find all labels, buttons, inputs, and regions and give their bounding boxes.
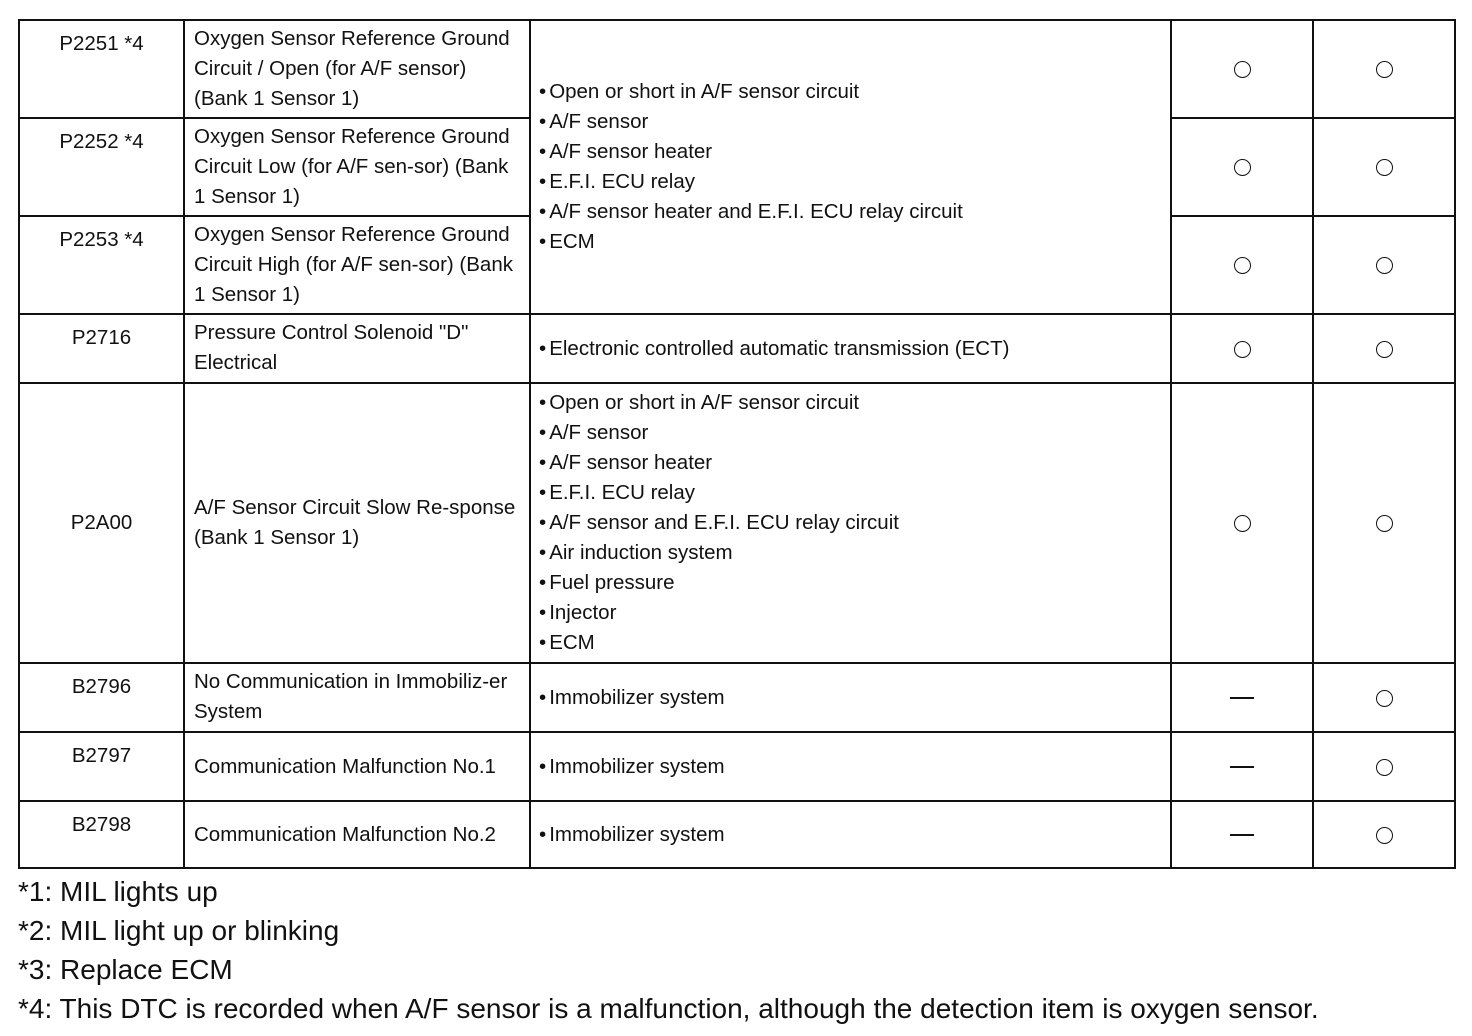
list-item: • Open or short in A/F sensor circuit xyxy=(539,77,1164,107)
trouble-area xyxy=(530,383,1171,663)
detection-item: No Communication in Immobiliz-er System xyxy=(184,663,530,732)
list-item: • E.F.I. ECU relay xyxy=(539,167,1164,197)
list-item: • ECM xyxy=(539,227,1164,257)
dtc-code: B2798 xyxy=(19,801,184,868)
memory-mark xyxy=(1313,314,1455,383)
footnote: *3: Replace ECM xyxy=(18,954,233,985)
table-row xyxy=(19,732,1455,801)
mil-mark xyxy=(1171,383,1313,663)
detection-item: Oxygen Sensor Reference Ground Circuit High (for A/F sen-sor) (Bank 1 Sensor 1) xyxy=(184,216,530,314)
mil-mark xyxy=(1171,732,1313,801)
detection-item: Communication Malfunction No.1 xyxy=(184,732,530,801)
circle-mark-icon xyxy=(1376,690,1393,707)
circle-mark-icon xyxy=(1234,257,1251,274)
table-row xyxy=(19,801,1455,868)
circle-mark-icon xyxy=(1376,827,1393,844)
mil-mark xyxy=(1171,314,1313,383)
list-item: • Immobilizer system xyxy=(539,820,1164,850)
trouble-area xyxy=(530,663,1171,732)
memory-mark xyxy=(1313,216,1455,314)
dash-mark-icon xyxy=(1230,834,1254,836)
dtc-code: P2251 *4 xyxy=(19,20,184,118)
mil-mark xyxy=(1171,20,1313,118)
table-row xyxy=(19,383,1455,663)
circle-mark-icon xyxy=(1234,61,1251,78)
dtc-code: P2252 *4 xyxy=(19,118,184,216)
detection-item: Oxygen Sensor Reference Ground Circuit Low (for A/F sen-sor) (Bank 1 Sensor 1) xyxy=(184,118,530,216)
list-item: • Immobilizer system xyxy=(539,752,1164,782)
circle-mark-icon xyxy=(1376,759,1393,776)
memory-mark xyxy=(1313,383,1455,663)
mil-mark xyxy=(1171,216,1313,314)
list-item: • ECM xyxy=(539,628,1164,658)
circle-mark-icon xyxy=(1234,515,1251,532)
footnote: *1: MIL lights up xyxy=(18,876,218,907)
dash-mark-icon xyxy=(1230,697,1254,699)
list-item: • A/F sensor heater xyxy=(539,448,1164,478)
dtc-table xyxy=(18,19,1456,869)
dtc-code: P2A00 xyxy=(19,383,184,663)
footnotes xyxy=(18,872,1319,1028)
table-row xyxy=(19,663,1455,732)
mil-mark xyxy=(1171,801,1313,868)
table-row xyxy=(19,20,1455,118)
dtc-code: B2796 xyxy=(19,663,184,732)
dtc-code: P2716 xyxy=(19,314,184,383)
list-item: • Open or short in A/F sensor circuit xyxy=(539,388,1164,418)
dash-mark-icon xyxy=(1230,766,1254,768)
mil-mark xyxy=(1171,118,1313,216)
mil-mark xyxy=(1171,663,1313,732)
list-item: • A/F sensor heater and E.F.I. ECU relay circuit xyxy=(539,197,1164,227)
memory-mark xyxy=(1313,732,1455,801)
list-item: • A/F sensor xyxy=(539,418,1164,448)
trouble-area xyxy=(530,314,1171,383)
detection-item: Communication Malfunction No.2 xyxy=(184,801,530,868)
table-row xyxy=(19,314,1455,383)
circle-mark-icon xyxy=(1376,159,1393,176)
dtc-code: P2253 *4 xyxy=(19,216,184,314)
circle-mark-icon xyxy=(1376,61,1393,78)
dtc-code: B2797 xyxy=(19,732,184,801)
trouble-area xyxy=(530,20,1171,314)
circle-mark-icon xyxy=(1376,341,1393,358)
memory-mark xyxy=(1313,801,1455,868)
list-item: • Fuel pressure xyxy=(539,568,1164,598)
list-item: • E.F.I. ECU relay xyxy=(539,478,1164,508)
list-item: • A/F sensor heater xyxy=(539,137,1164,167)
trouble-area xyxy=(530,732,1171,801)
circle-mark-icon xyxy=(1376,257,1393,274)
footnote: *2: MIL light up or blinking xyxy=(18,915,340,946)
circle-mark-icon xyxy=(1376,515,1393,532)
list-item: • Injector xyxy=(539,598,1164,628)
circle-mark-icon xyxy=(1234,341,1251,358)
circle-mark-icon xyxy=(1234,159,1251,176)
list-item: • Air induction system xyxy=(539,538,1164,568)
detection-item: Oxygen Sensor Reference Ground Circuit / Open (for A/F sensor) (Bank 1 Sensor 1) xyxy=(184,20,530,118)
memory-mark xyxy=(1313,20,1455,118)
detection-item: A/F Sensor Circuit Slow Re-sponse (Bank 1 Sensor 1) xyxy=(184,383,530,663)
list-item: • A/F sensor and E.F.I. ECU relay circuit xyxy=(539,508,1164,538)
detection-item: Pressure Control Solenoid "D" Electrical xyxy=(184,314,530,383)
trouble-area xyxy=(530,801,1171,868)
list-item: • Immobilizer system xyxy=(539,683,1164,713)
memory-mark xyxy=(1313,118,1455,216)
memory-mark xyxy=(1313,663,1455,732)
list-item: • Electronic controlled automatic transmission (ECT) xyxy=(539,334,1164,364)
footnote: *4: This DTC is recorded when A/F sensor is a malfunction, although the detection item is oxygen sensor. xyxy=(18,993,1319,1024)
list-item: • A/F sensor xyxy=(539,107,1164,137)
